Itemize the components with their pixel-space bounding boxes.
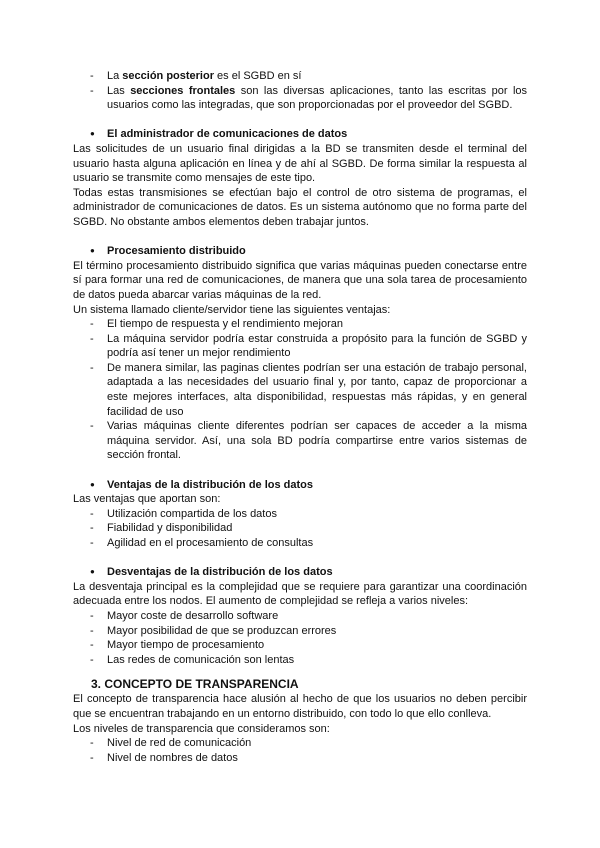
list-item: - Mayor coste de desarrollo software — [73, 609, 527, 624]
distributed-paragraph-1: El término procesamiento distribuido significa que varias máquinas pueden conectarse entre sí para formar una red de comunicaciones, de manera que una sola tarea de procesamiento de datos pueda abarcar varias máquinas de la red. — [73, 259, 527, 301]
transparency-paragraph-1: El concepto de transparencia hace alusión al hecho de que los usuarios no deben percibir que se encuentran trabajando en un entorno distribuido, con todo lo que ello conlleva. — [73, 693, 527, 720]
disadvantages-heading: ● Desventajas de la distribución de los datos — [73, 565, 527, 580]
list-item — [73, 84, 527, 113]
list-item: - El tiempo de respuesta y el rendimiento mejoran — [73, 317, 527, 332]
list-item: - Las redes de comunicación son lentas — [73, 653, 527, 668]
distributed-paragraph-2: Un sistema llamado cliente/servidor tiene las siguientes ventajas: — [73, 303, 391, 316]
list-item-text: La — [107, 70, 123, 82]
comms-heading: ● El administrador de comunicaciones de datos — [73, 127, 527, 142]
list-item: - De manera similar, las paginas clientes podrían ser una estación de trabajo personal, adaptada a las necesidades del usuario final y, por tanto, capaz de proporcionar a este mejores interfaces, alta disponibilidad, respuestas más rápidas, y en general facilidad de uso — [73, 361, 527, 419]
list-item-text: es el SGBD en sí — [214, 70, 302, 82]
list-item: - Mayor posibilidad de que se produzcan errores — [73, 624, 527, 639]
list-item: - Utilización compartida de los datos — [73, 507, 527, 522]
comms-paragraph-2: Todas estas transmisiones se efectúan bajo el control de otro sistema de programas, el administrador de comunicaciones de datos. Es un sistema autónomo que no forma parte del SGBD. No obstante ambos elementos deben trabajar juntos. — [73, 186, 527, 228]
section-title: 3. CONCEPTO DE TRANSPARENCIA — [91, 677, 299, 692]
advantages-heading: ● Ventajas de la distribución de los datos — [73, 478, 527, 493]
list-item-text: son las diversas aplicaciones, tanto las escritas por los usuarios como las integradas, que son proporcionadas por el proveedor del SGBD. — [107, 84, 528, 112]
list-item: - La máquina servidor podría estar construida a propósito para la función de SGBD y podría así tener un mejor rendimiento — [73, 332, 527, 361]
transparency-paragraph-2: Los niveles de transparencia que consideramos son: — [73, 722, 330, 735]
list-item: - Nivel de nombres de datos — [73, 751, 527, 766]
list-item: - Mayor tiempo de procesamiento — [73, 638, 527, 653]
distributed-heading: ● Procesamiento distribuido — [73, 244, 527, 259]
list-item-bold: secciones frontales — [130, 84, 236, 97]
document-body — [73, 69, 527, 765]
list-item: - Fiabilidad y disponibilidad — [73, 521, 527, 536]
list-item-bold: sección posterior — [122, 70, 214, 82]
advantages-paragraph: Las ventajas que aportan son: — [73, 493, 221, 506]
list-item — [73, 69, 527, 84]
list-item: - Agilidad en el procesamiento de consultas — [73, 536, 527, 551]
disadvantages-paragraph: La desventaja principal es la complejidad que se requiere para garantizar una coordinación adecuada entre los nodos. El aumento de complejidad se refleja a varios niveles: — [73, 580, 527, 608]
list-item: - Varias máquinas cliente diferentes podrían ser capaces de acceder a la misma máquina servidor. Así, una sola BD podría compartirse entre varios sistemas de sección frontal. — [73, 419, 527, 463]
comms-paragraph-1: Las solicitudes de un usuario final dirigidas a la BD se transmiten desde el terminal del usuario hasta alguna aplicación en línea y de ahí al SGBD. De forma similar la respuesta al usuario se transmite como mensajes de este tipo. — [73, 142, 527, 185]
list-item: - Nivel de red de comunicación — [73, 736, 527, 751]
list-item-text: Las — [107, 84, 131, 97]
